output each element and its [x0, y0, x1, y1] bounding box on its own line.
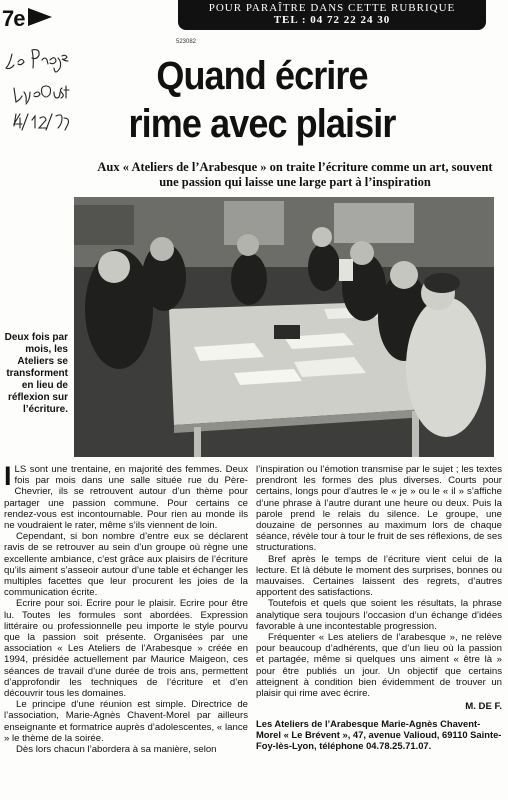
banner-phone: TEL : 04 72 22 24 30 [273, 14, 391, 26]
reference-code: 523082 [176, 39, 197, 45]
paragraph-5: Dès lors chacun l’abordera à sa manière, selon [16, 744, 217, 756]
paragraph-1: ILS sont une trentaine, en majorité des femmes. Deux fois par mois dans une salle située rue du Père-Chevrier, ils se retrouvent autour d’un thème pour partager une passion commune. Pour certains ce rendez-vous est incontournable. Pour rien au monde ils ne voudraient le rater, même s’ils viennent de loin. [4, 461, 248, 532]
paragraph-9: Fréquenter « Les ateliers de l’arabesque », ne relève pour beaucoup d’adhérents, que d’un lieu où la passion et partagée, même si quelques uns aiment « être là » pour être publiés un jour. Un objectif que certains atteignent à condition bien évidemment de trouver un plaisir qui rime avec écrire. [256, 632, 502, 700]
section-number: 7e [2, 6, 25, 31]
contact-info: Les Ateliers de l’Arabesque Marie-Agnès Chavent-Morel « Le Brévent », 47, avenue Valioud, 69110 Sainte-Foy-lès-Lyon, téléphone 04.78.25.71.07. [256, 718, 502, 752]
author-signature: M. DE F. [465, 701, 502, 713]
paragraph-7: Bref après le temps de l’écriture vient celui de la lecture. Et là débute le moment des surprises, bonnes ou mauvaises. Certaines laissent des regrets, d’autres apportent des satisfactions. [256, 553, 502, 599]
dropcap: I [4, 461, 12, 491]
handwritten-note [4, 36, 74, 156]
headline-line-2: rime avec plaisir [128, 102, 396, 146]
paragraph-4: Le principe d’une réunion est simple. Directrice de l’association, Marie-Agnès Chavent-Morel par ailleurs enseignante et formatrice auprès d’adolescentes, « lance » le thème de la soirée. [4, 699, 248, 744]
contact-banner [178, 0, 486, 30]
standfirst: Aux « Ateliers de l’Arabesque » on traite l’écriture comme un art, souvent une passion qui laisse une large part à l’inspiration [97, 160, 493, 189]
workshop-photo [74, 197, 494, 457]
photo-caption: Deux fois par mois, les Ateliers se transforment en lieu de réflexion sur l’écriture. [4, 332, 68, 415]
headline-line-1: Quand écrire [156, 54, 368, 98]
headline [109, 52, 415, 148]
section-arrow-icon [28, 8, 52, 26]
banner-line-1: POUR PARAÎTRE DANS CETTE RUBRIQUE [208, 2, 456, 14]
paragraph-2: Cependant, si bon nombre d’entre eux se déclarent ravis de se retrouver au sein d’un groupe où règne une excellente ambiance, c’est grâce aux plaisirs de l’écriture qu’ils aiment s’asseoir autour d’une table et échanger les multiples facettes que leur procurent les joies de la communication écrite. [4, 531, 248, 599]
paragraph-3: Ecrire pour soi. Ecrire pour le plaisir. Ecrire pour être lu. Toutes les formules sont abordées. Expression littéraire ou professionnelle peu importe le style pourvu que la passion soit présente. Organisées par une association « Les Ateliers de l’Arabesque » créée en 1994, présidée actuellement par Maurice Maigeon, ces séances de travail d’une durée de trois ans, permettent d’approfondir les techniques de l’écriture et d’en découvrir tous les domaines. [4, 598, 248, 700]
paragraph-6: l’inspiration ou l’émotion transmise par le sujet ; les textes prendront les formes des plus diverses. Courts pour certains, longs pour d’autres le « je » ou le « il » s’affiche d’une phrase à l’autre durant une heure ou deux. Puis la parole prend le relais du silence. Le groupe, une douzaine de personnes au maximum lors de chaque séance, révèle tour à tour le fruit de ses réflexions, de ses structurations. [256, 464, 502, 554]
paragraph-8: Toutefois et quels que soient les résultats, la phrase analytique sera toujours l’occasion d’un échange d’idées favorable à une incontestable progression. [256, 598, 502, 632]
article-column-right [256, 464, 502, 751]
article-column-left [4, 461, 248, 756]
